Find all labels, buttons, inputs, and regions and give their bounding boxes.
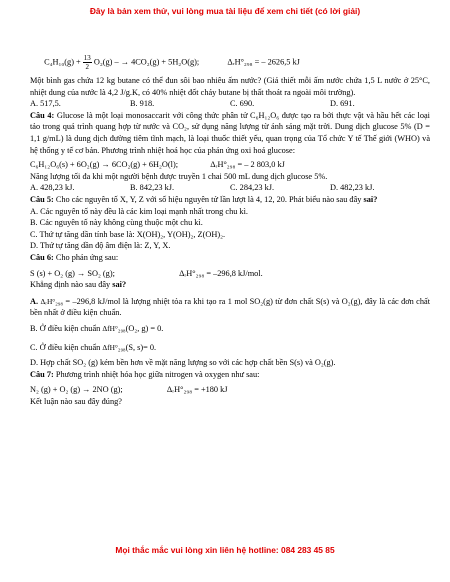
glucose-equation xyxy=(30,159,430,171)
question-mark: ? xyxy=(121,280,127,290)
hotline-footer: Mọi thắc mắc vui lòng xin liên hệ hotline: 084 283 45 85 xyxy=(115,545,335,555)
option-b: B. 918. xyxy=(130,99,155,109)
question-body: Glucose là một loại monosaccarit với công thức phân tử C₆H₁₂O₆ được tạo ra bởi thực vật và hầu hết các loại tảo trong quá trình quang hợp từ nước và CO₂, sử dụng năng lượng từ ánh sáng mặt trời. Dung dịch glucose 5% (D = 1,1 g/mL) là dung dịch đường tiêm tĩnh mạch, là loại thuốc thiết yếu, quan trọng của Tổ chức Y tế Thế giới (WHO) và hệ thống y tế cơ bản. Phương trình nhiệt hoá học của phản ứng oxi hoá glucose: xyxy=(30,110,430,155)
document-body xyxy=(30,52,430,407)
q5-option-a: A. Các nguyên tố này đều là các kim loại mạnh nhất trong chu kì. xyxy=(30,206,248,216)
q6-option-a xyxy=(30,296,430,319)
enthalpy-symbol: ΔᵣH°₂₉₈ xyxy=(40,296,63,306)
equation-rhs: O₂(g) – → 4CO₂(g) + 5H₂O(g); xyxy=(93,57,200,67)
option-c: C. 690. xyxy=(230,99,255,109)
q6-option-c xyxy=(30,342,430,354)
enthalpy-value: ΔᵣH°₂₉₈ = – 2626,5 kJ xyxy=(227,57,300,67)
equation: S (s) + O₂ (g) → SO₂ (g); xyxy=(30,268,115,278)
q7-question: Kết luận nào sau đây đúng? xyxy=(30,396,122,406)
q4-question: Năng lượng tối đa khi một người bệnh được truyền 1 chai 500 mL dung dịch glucose 5%. xyxy=(30,171,328,181)
q6-question xyxy=(30,279,430,291)
q7-text xyxy=(30,369,430,381)
question-mark: ? xyxy=(373,194,378,204)
equation: N₂ (g) + O₂ (g) → 2NO (g); xyxy=(30,385,123,395)
emphasis: sai xyxy=(363,194,374,204)
question-label: Câu 4: xyxy=(30,110,55,120)
fraction-denominator: 2 xyxy=(85,63,90,71)
question-label: Câu 7: xyxy=(30,369,54,379)
fraction-numerator: 13 xyxy=(83,54,91,62)
preview-notice: Đây là bản xem thử, vui lòng mua tài liệu để xem chi tiết (có lời giải) xyxy=(89,6,361,16)
enthalpy-value: ΔᵣH°₂₉₈ = +180 kJ xyxy=(166,385,228,395)
option-text: B. Ở điều kiện chuẩn xyxy=(30,323,101,333)
q6-text xyxy=(30,252,430,264)
option-value: (S, s)= 0. xyxy=(125,343,157,353)
butane-equation xyxy=(30,54,430,71)
q5-option-b: B. Các nguyên tố này không cùng thuộc một chu kì. xyxy=(30,218,203,228)
sulfur-equation xyxy=(30,268,430,280)
equation: C₆H₁₂O₆(s) + 6O₂(g) → 6CO₂(g) + 6H₂O(l); xyxy=(30,160,179,170)
question-body: Cho phản ứng sau: xyxy=(55,252,119,262)
q5-text xyxy=(30,194,430,206)
q4-text xyxy=(30,110,430,156)
option-text: = –296,8 kJ/mol là lượng nhiệt tỏa ra khi tạo ra 1 mol SO₂(g) từ đơn chất S(s) và O₂(g), đây là các đơn chất bền nhất ở điều kiện chuẩn. xyxy=(30,296,431,318)
option-text: C. Ở điều kiện chuẩn xyxy=(30,343,101,353)
q3-options xyxy=(30,98,430,110)
question-label: Câu 5: xyxy=(30,194,54,204)
equation-lhs: C₄H₁₀(g) + xyxy=(44,57,81,67)
option-b: B. 842,23 kJ. xyxy=(130,183,175,193)
question-label: Câu 6: xyxy=(30,252,54,262)
option-c: C. 284,23 kJ. xyxy=(230,183,275,193)
q5-option-c: C. Thứ tự tăng dần tính base là: X(OH)₂, Y(OH)₂, Z(OH)₂. xyxy=(30,229,226,239)
enthalpy-value: ΔᵣH°₂₉₈ = –296,8 kJ/mol. xyxy=(179,268,263,278)
enthalpy-symbol: ΔfH°₂₉₈ xyxy=(102,343,126,353)
question-body: Phương trình nhiệt hóa học giữa nitrogen và oxygen như sau: xyxy=(55,369,260,379)
q3-text: Một bình gas chứa 12 kg butane có thể đun sôi bao nhiêu ấm nước? (Giả thiết mỗi ấm nước chứa 1,5 L nước ở 25°C, nhiệt dung của nước là 4,2 J/g.K, có 40% nhiệt đốt cháy butane bị thất thoát ra ngoài môi trường). xyxy=(30,76,430,97)
fraction xyxy=(83,54,92,71)
option-value: (O₂, g) = 0. xyxy=(125,323,164,333)
q6-option-b xyxy=(30,323,430,335)
option-a: A. 428,23 kJ. xyxy=(30,183,75,193)
enthalpy-symbol: ΔfH°₂₉₈ xyxy=(102,323,126,333)
enthalpy-value: ΔᵣH°₂₉₈ = – 2 803,0 kJ xyxy=(210,160,285,170)
question-text: Khẳng định nào sau đây xyxy=(30,280,111,290)
q4-options xyxy=(30,182,430,194)
q5-option-d: D. Thứ tự tăng dần độ âm điện là: Z, Y, X. xyxy=(30,241,171,251)
nitrogen-equation xyxy=(30,384,430,396)
option-letter: A. xyxy=(30,296,39,306)
option-a: A. 517,5. xyxy=(30,99,61,109)
option-d: D. 482,23 kJ. xyxy=(330,183,375,193)
question-body: Cho các nguyên tố X, Y, Z với số hiệu nguyên tử lần lượt là 4, 12, 20. Phát biểu nào sau đây xyxy=(55,194,362,204)
emphasis: sai xyxy=(112,280,122,290)
option-d: D. 691. xyxy=(330,99,355,109)
q6-option-d: D. Hợp chất SO₂ (g) kém bền hơn về mặt năng lượng so với các hợp chất bền S(s) và O₂(g). xyxy=(30,358,336,368)
